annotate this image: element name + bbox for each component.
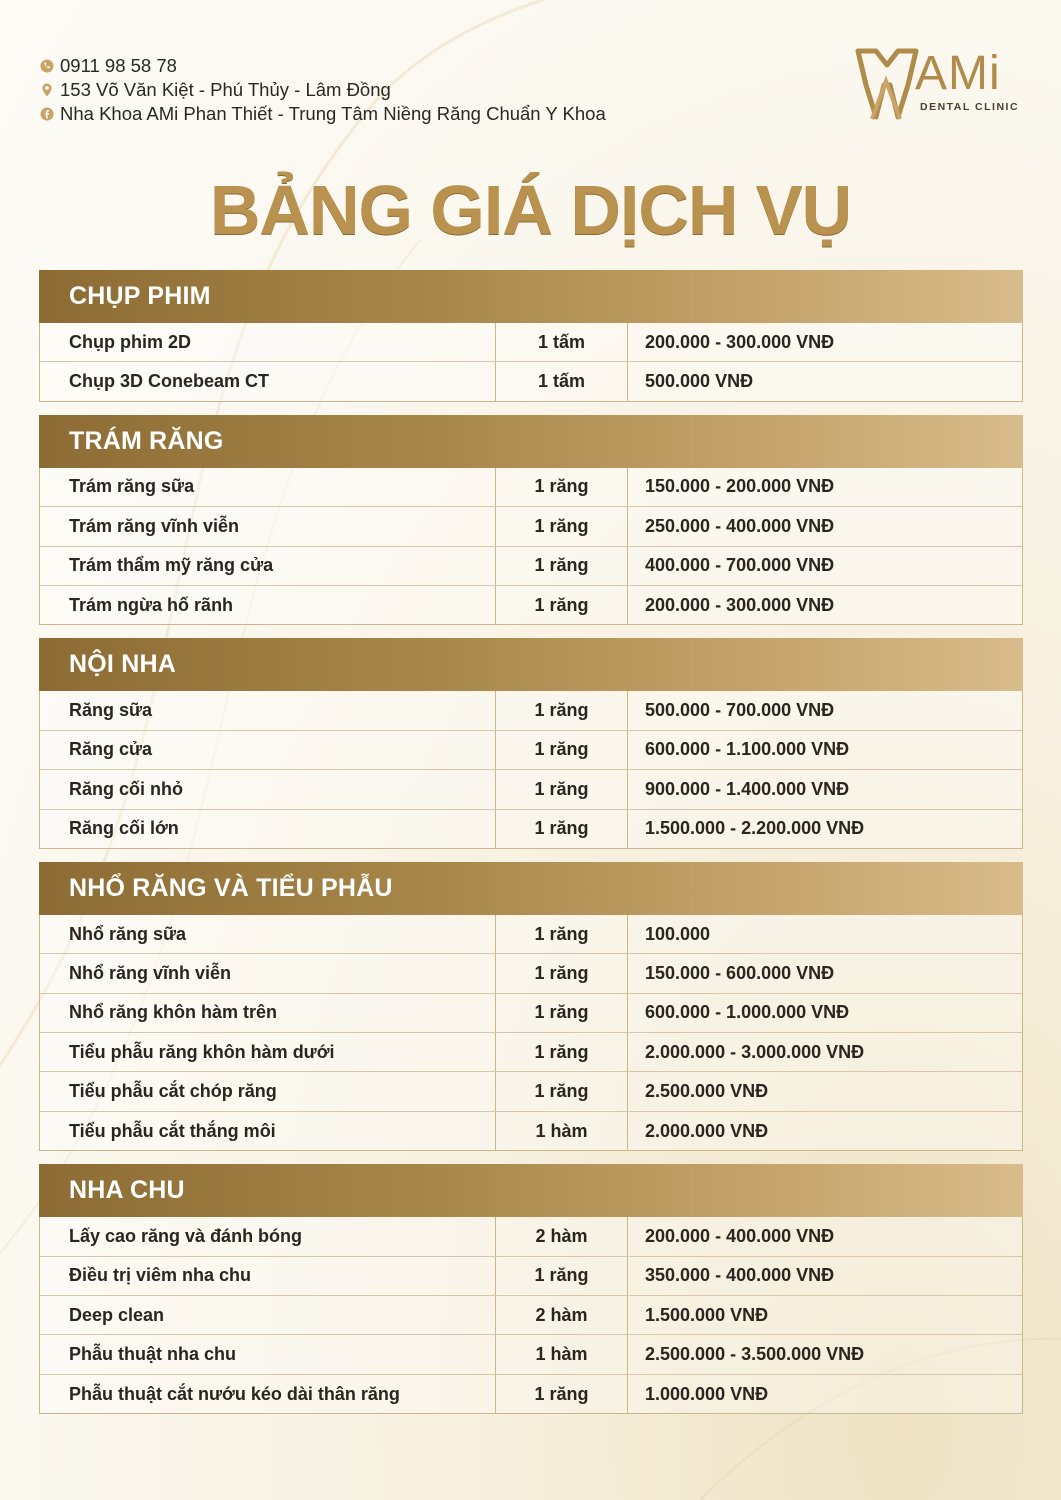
table-row — [40, 1032, 1022, 1071]
service-unit: 1 răng — [496, 915, 628, 953]
service-name: Răng sữa — [40, 691, 496, 729]
price-table — [39, 1217, 1023, 1414]
phone-icon — [40, 59, 54, 73]
service-unit: 1 răng — [496, 731, 628, 769]
table-row — [40, 730, 1022, 769]
service-name: Tiểu phẫu răng khôn hàm dưới — [40, 1033, 496, 1071]
section-header: NHA CHU — [39, 1164, 1023, 1217]
service-price: 400.000 - 700.000 VNĐ — [645, 555, 835, 576]
service-price: 500.000 VNĐ — [645, 371, 754, 392]
service-price: 350.000 - 400.000 VNĐ — [645, 1265, 835, 1286]
service-price: 1.500.000 - 2.200.000 VNĐ — [645, 818, 865, 839]
price-section — [39, 415, 1023, 626]
service-name: Phẫu thuật nha chu — [40, 1335, 496, 1373]
table-row — [40, 1295, 1022, 1334]
price-section — [39, 1164, 1023, 1414]
service-name: Deep clean — [40, 1296, 496, 1334]
page-title: BẢNG GIÁ DỊCH VỤ — [209, 171, 852, 249]
price-table — [39, 323, 1023, 402]
service-name: Răng cửa — [40, 731, 496, 769]
service-price: 200.000 - 300.000 VNĐ — [645, 594, 835, 615]
logo-subtitle: DENTAL CLINIC — [920, 101, 1020, 113]
service-price: 500.000 - 700.000 VNĐ — [645, 700, 835, 721]
price-section — [39, 270, 1023, 402]
service-price: 250.000 - 400.000 VNĐ — [645, 515, 835, 536]
table-row — [40, 323, 1022, 361]
service-price: 600.000 - 1.100.000 VNĐ — [645, 739, 850, 760]
service-unit: 2 hàm — [496, 1296, 628, 1334]
service-name: Tiểu phẫu cắt thắng môi — [40, 1112, 496, 1150]
contact-info — [40, 54, 606, 126]
service-unit: 1 răng — [496, 547, 628, 585]
price-table — [39, 468, 1023, 626]
service-price: 600.000 - 1.000.000 VNĐ — [645, 1002, 850, 1023]
logo-brand-text: AMi — [915, 47, 1001, 100]
tooth-logo-icon — [852, 45, 922, 125]
ami-logo — [852, 45, 1024, 125]
service-price: 200.000 - 400.000 VNĐ — [645, 1225, 835, 1246]
service-unit: 1 răng — [496, 691, 628, 729]
service-name: Trám răng vĩnh viễn — [40, 507, 496, 545]
price-sections — [39, 270, 1023, 1427]
price-table — [39, 691, 1023, 849]
service-name: Răng cối lớn — [40, 810, 496, 848]
table-row — [40, 546, 1022, 585]
table-row — [40, 1374, 1022, 1413]
table-row — [40, 468, 1022, 506]
service-name: Nhổ răng sữa — [40, 915, 496, 953]
price-section — [39, 862, 1023, 1151]
service-unit: 1 răng — [496, 770, 628, 808]
table-row — [40, 809, 1022, 848]
service-name: Trám ngừa hố rãnh — [40, 586, 496, 624]
service-name: Nhổ răng vĩnh viễn — [40, 954, 496, 992]
service-unit: 1 răng — [496, 810, 628, 848]
service-unit: 1 tấm — [496, 362, 628, 400]
section-header: TRÁM RĂNG — [39, 415, 1023, 468]
service-name: Răng cối nhỏ — [40, 770, 496, 808]
service-price: 2.000.000 VNĐ — [645, 1120, 769, 1141]
table-row — [40, 585, 1022, 624]
section-header: CHỤP PHIM — [39, 270, 1023, 323]
facebook-icon — [40, 107, 54, 121]
service-unit: 1 răng — [496, 468, 628, 506]
service-unit: 1 răng — [496, 1257, 628, 1295]
location-pin-icon — [40, 83, 54, 97]
table-row — [40, 361, 1022, 400]
service-name: Chụp 3D Conebeam CT — [40, 362, 496, 400]
service-price: 100.000 — [645, 923, 711, 944]
service-unit: 1 hàm — [496, 1112, 628, 1150]
service-price: 1.000.000 VNĐ — [645, 1383, 769, 1404]
section-header: NHỔ RĂNG VÀ TIỂU PHẪU — [39, 862, 1023, 915]
table-row — [40, 993, 1022, 1032]
phone-number: 0911 98 58 78 — [60, 55, 177, 76]
service-unit: 1 răng — [496, 1072, 628, 1110]
contact-facebook-row[interactable] — [40, 102, 606, 126]
table-row — [40, 1217, 1022, 1255]
service-price: 200.000 - 300.000 VNĐ — [645, 331, 835, 352]
service-price: 900.000 - 1.400.000 VNĐ — [645, 778, 850, 799]
table-row — [40, 1071, 1022, 1110]
service-unit: 1 răng — [496, 586, 628, 624]
service-price: 1.500.000 VNĐ — [645, 1304, 769, 1325]
table-row — [40, 915, 1022, 953]
table-row — [40, 1334, 1022, 1373]
service-unit: 1 răng — [496, 507, 628, 545]
contact-address-row[interactable] — [40, 78, 606, 102]
table-row — [40, 953, 1022, 992]
facebook-page-text: Nha Khoa AMi Phan Thiết - Trung Tâm Niềng Răng Chuẩn Y Khoa — [60, 103, 606, 124]
service-price: 2.500.000 - 3.500.000 VNĐ — [645, 1344, 865, 1365]
service-unit: 1 hàm — [496, 1335, 628, 1373]
service-name: Điều trị viêm nha chu — [40, 1257, 496, 1295]
table-row — [40, 506, 1022, 545]
service-name: Trám thẩm mỹ răng cửa — [40, 547, 496, 585]
section-header: NỘI NHA — [39, 638, 1023, 691]
service-name: Nhổ răng khôn hàm trên — [40, 994, 496, 1032]
service-name: Chụp phim 2D — [40, 323, 496, 361]
service-name: Phẫu thuật cắt nướu kéo dài thân răng — [40, 1375, 496, 1413]
service-price: 2.500.000 VNĐ — [645, 1081, 769, 1102]
table-row — [40, 1256, 1022, 1295]
contact-phone-row[interactable] — [40, 54, 606, 78]
table-row — [40, 769, 1022, 808]
service-name: Lấy cao răng và đánh bóng — [40, 1217, 496, 1255]
address-text: 153 Võ Văn Kiệt - Phú Thủy - Lâm Đồng — [60, 79, 391, 100]
service-unit: 1 răng — [496, 1033, 628, 1071]
service-unit: 1 răng — [496, 954, 628, 992]
service-name: Trám răng sữa — [40, 468, 496, 506]
price-table — [39, 915, 1023, 1151]
table-row — [40, 691, 1022, 729]
service-name: Tiểu phẫu cắt chóp răng — [40, 1072, 496, 1110]
service-unit: 2 hàm — [496, 1217, 628, 1255]
service-unit: 1 răng — [496, 994, 628, 1032]
service-unit: 1 răng — [496, 1375, 628, 1413]
price-section — [39, 638, 1023, 849]
service-price: 2.000.000 - 3.000.000 VNĐ — [645, 1041, 865, 1062]
service-price: 150.000 - 600.000 VNĐ — [645, 962, 835, 983]
table-row — [40, 1111, 1022, 1150]
service-unit: 1 tấm — [496, 323, 628, 361]
service-price: 150.000 - 200.000 VNĐ — [645, 476, 835, 497]
